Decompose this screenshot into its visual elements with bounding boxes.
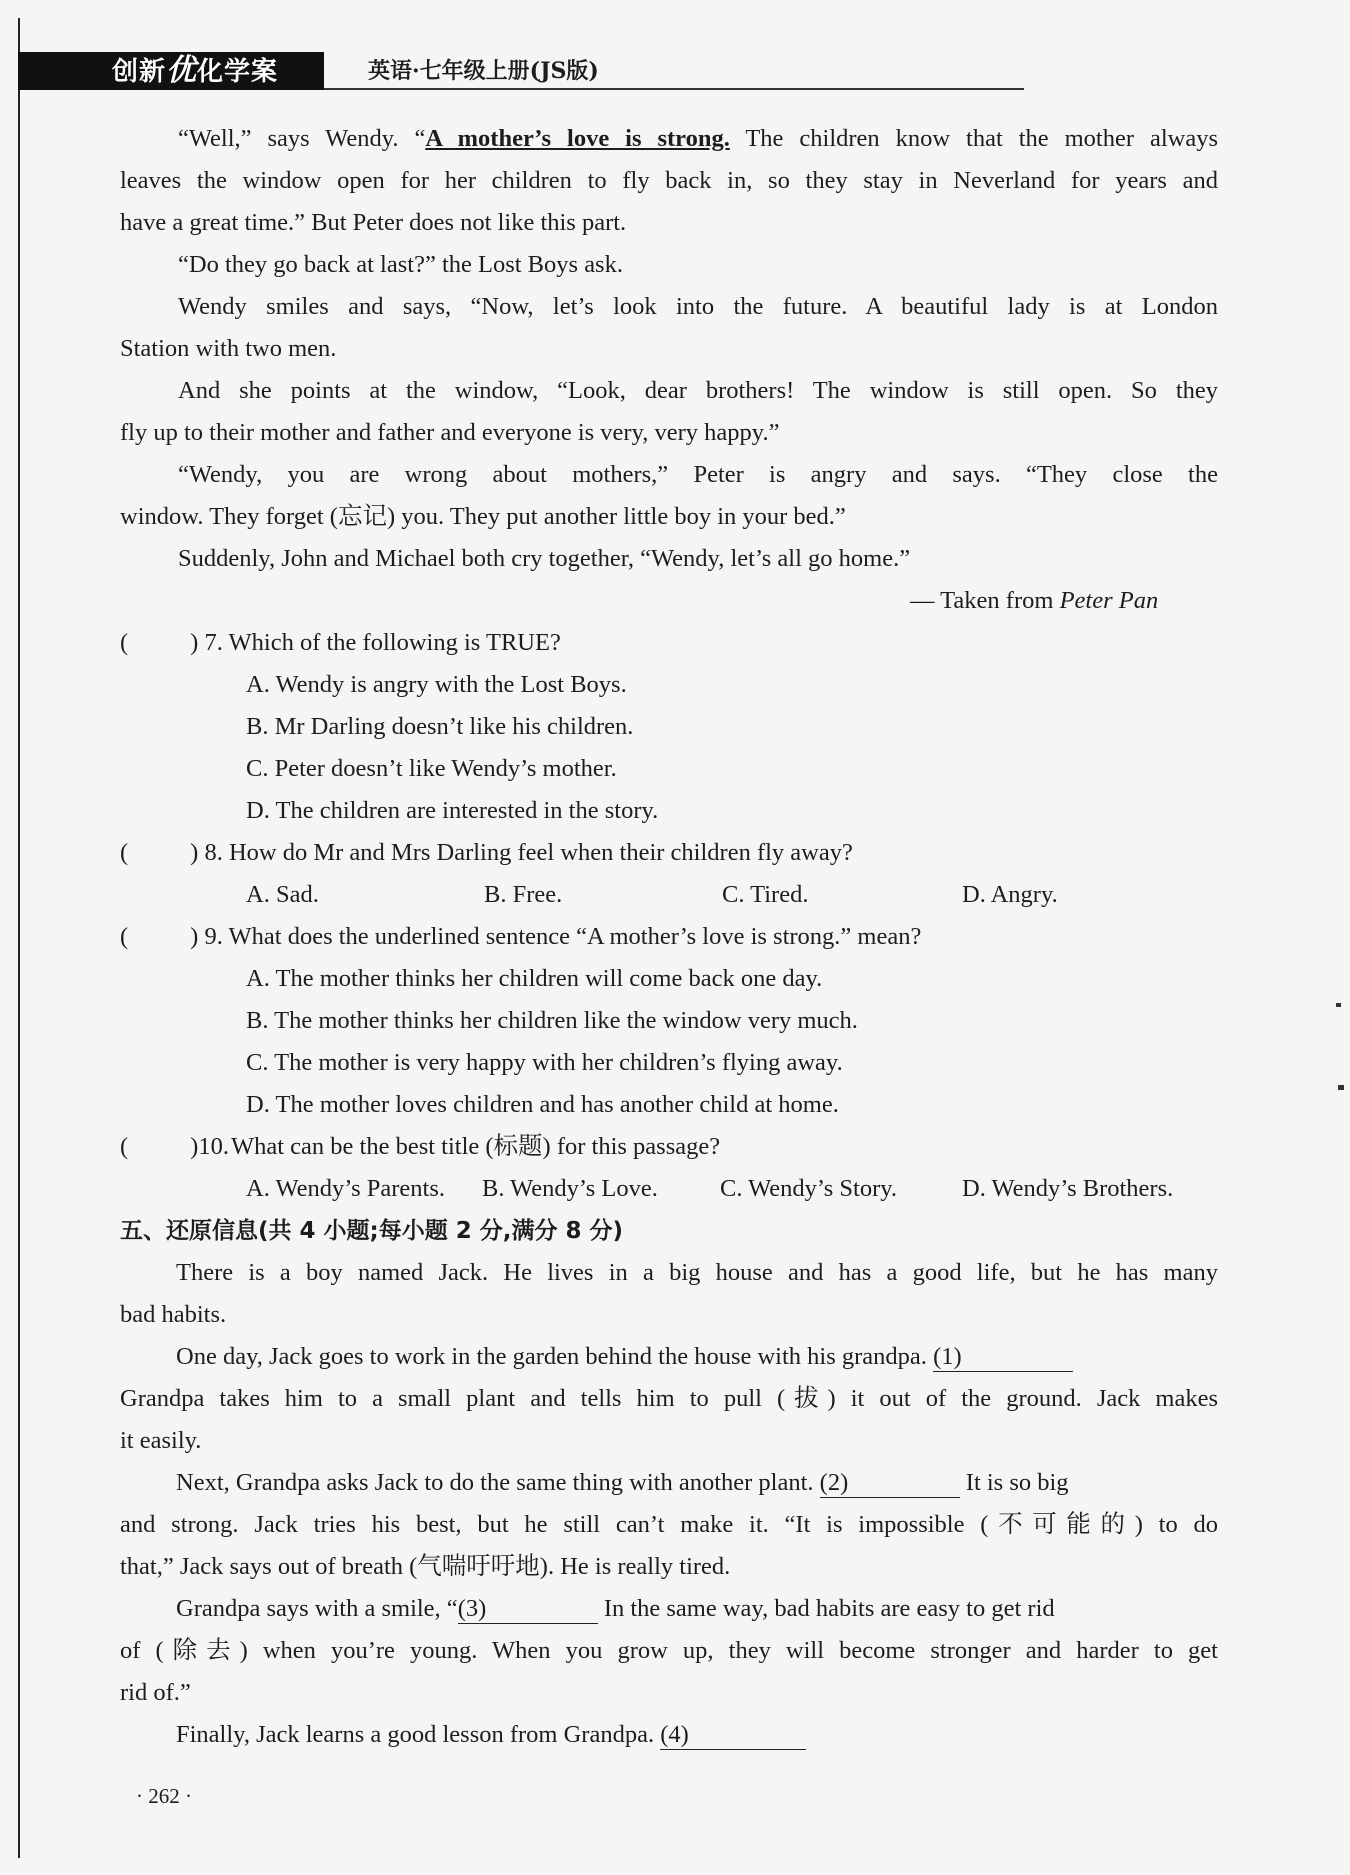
option[interactable]: A. Wendy’s Parents. [246, 1175, 446, 1202]
page-number: · 262 · [136, 1784, 192, 1808]
paragraph-line: window. They forget (忘记) you. They put another little boy in your bed.” [120, 503, 846, 530]
paragraph-line: “Wendy, you are wrong about mothers,” Peter is angry and says. “They close the [178, 461, 1218, 488]
paragraph-line: And she points at the window, “Look, dear brothers! The window is still open. So they [178, 377, 1218, 404]
option[interactable]: D. The children are interested in the story. [246, 797, 659, 824]
option[interactable]: D. Angry. [962, 881, 1058, 908]
option[interactable]: C. Tired. [722, 881, 809, 908]
scan-speck [1336, 1003, 1341, 1007]
option[interactable]: A. Wendy is angry with the Lost Boys. [246, 671, 627, 698]
question-10: ( )10.What can be the best title (标题) for this passage? [120, 1133, 721, 1160]
brand-logo: 创新优化学案 [18, 52, 324, 90]
paragraph-line: Grandpa takes him to a small plant and tells him to pull (拔) it out of the ground. Jack makes [120, 1385, 1218, 1412]
answer-paren-open[interactable]: ( [120, 629, 129, 656]
option[interactable]: B. Wendy’s Love. [482, 1175, 658, 1202]
page-edge-line [18, 18, 20, 1858]
paragraph-line: Finally, Jack learns a good lesson from Grandpa. (4) [176, 1719, 806, 1751]
answer-paren-open[interactable]: ( [120, 839, 129, 866]
paragraph-line: Grandpa says with a smile, “(3) In the same way, bad habits are easy to get rid [176, 1595, 1055, 1622]
answer-paren-open[interactable]: ( [120, 1133, 129, 1160]
header-rule [324, 88, 1024, 90]
option[interactable]: D. The mother loves children and has another child at home. [246, 1091, 839, 1118]
paragraph-line: and strong. Jack tries his best, but he still can’t make it. “It is impossible (不可能的) to do [120, 1511, 1218, 1538]
paragraph-line: Suddenly, John and Michael both cry together, “Wendy, let’s all go home.” [178, 545, 911, 572]
option[interactable]: B. Mr Darling doesn’t like his children. [246, 713, 634, 740]
section-heading: 五、还原信息(共 4 小题;每小题 2 分,满分 8 分) [120, 1218, 624, 1244]
option[interactable]: C. Peter doesn’t like Wendy’s mother. [246, 755, 617, 782]
paragraph-line: One day, Jack goes to work in the garden behind the house with his grandpa. (1) [176, 1341, 1073, 1373]
underlined-sentence: A mother’s love is strong. [425, 125, 730, 152]
paragraph-line: Station with two men. [120, 335, 337, 362]
paragraph-line: fly up to their mother and father and everyone is very, very happy.” [120, 419, 780, 446]
blank-2[interactable]: (2) [820, 1469, 960, 1498]
paragraph-line: have a great time.” But Peter does not like this part. [120, 209, 627, 236]
option[interactable]: C. Wendy’s Story. [720, 1175, 898, 1202]
scan-speck [1338, 1085, 1344, 1090]
paragraph-line: There is a boy named Jack. He lives in a big house and has a good life, but he has many [176, 1259, 1218, 1286]
paragraph-line: it easily. [120, 1427, 202, 1454]
question-7: ( ) 7. Which of the following is TRUE? [120, 629, 561, 656]
paragraph-line: leaves the window open for her children to fly back in, so they stay in Neverland for years and [120, 167, 1218, 194]
paragraph-line: “Well,” says Wendy. “A mother’s love is strong. The children know that the mother always [178, 125, 1218, 152]
paragraph-line: Next, Grandpa asks Jack to do the same thing with another plant. (2) It is so big [176, 1469, 1069, 1496]
paragraph-line: bad habits. [120, 1301, 227, 1328]
option[interactable]: A. Sad. [246, 881, 319, 908]
source-credit: — Taken from Peter Pan [910, 587, 1159, 614]
answer-paren-open[interactable]: ( [120, 923, 129, 950]
paragraph-line: Wendy smiles and says, “Now, let’s look into the future. A beautiful lady is at London [178, 293, 1218, 320]
blank-4[interactable]: (4) [660, 1721, 806, 1750]
blank-3[interactable]: (3) [458, 1595, 598, 1624]
question-9: ( ) 9. What does the underlined sentence “A mother’s love is strong.” mean? [120, 923, 922, 950]
option[interactable]: D. Wendy’s Brothers. [962, 1175, 1174, 1202]
option[interactable]: C. The mother is very happy with her children’s flying away. [246, 1049, 843, 1076]
book-title: 英语·七年级上册(JS版) [368, 58, 599, 84]
page-header [18, 52, 1018, 92]
option[interactable]: B. The mother thinks her children like the window very much. [246, 1007, 858, 1034]
paragraph-line: “Do they go back at last?” the Lost Boys ask. [178, 251, 623, 278]
option[interactable]: A. The mother thinks her children will come back one day. [246, 965, 823, 992]
paragraph-line: rid of.” [120, 1679, 191, 1706]
option[interactable]: B. Free. [484, 881, 563, 908]
blank-1[interactable]: (1) [933, 1343, 1073, 1372]
paragraph-line: of (除去) when you’re young. When you grow up, they will become stronger and harder to get [120, 1637, 1218, 1664]
question-8: ( ) 8. How do Mr and Mrs Darling feel when their children fly away? [120, 839, 853, 866]
paragraph-line: that,” Jack says out of breath (气喘吁吁地). He is really tired. [120, 1553, 731, 1580]
